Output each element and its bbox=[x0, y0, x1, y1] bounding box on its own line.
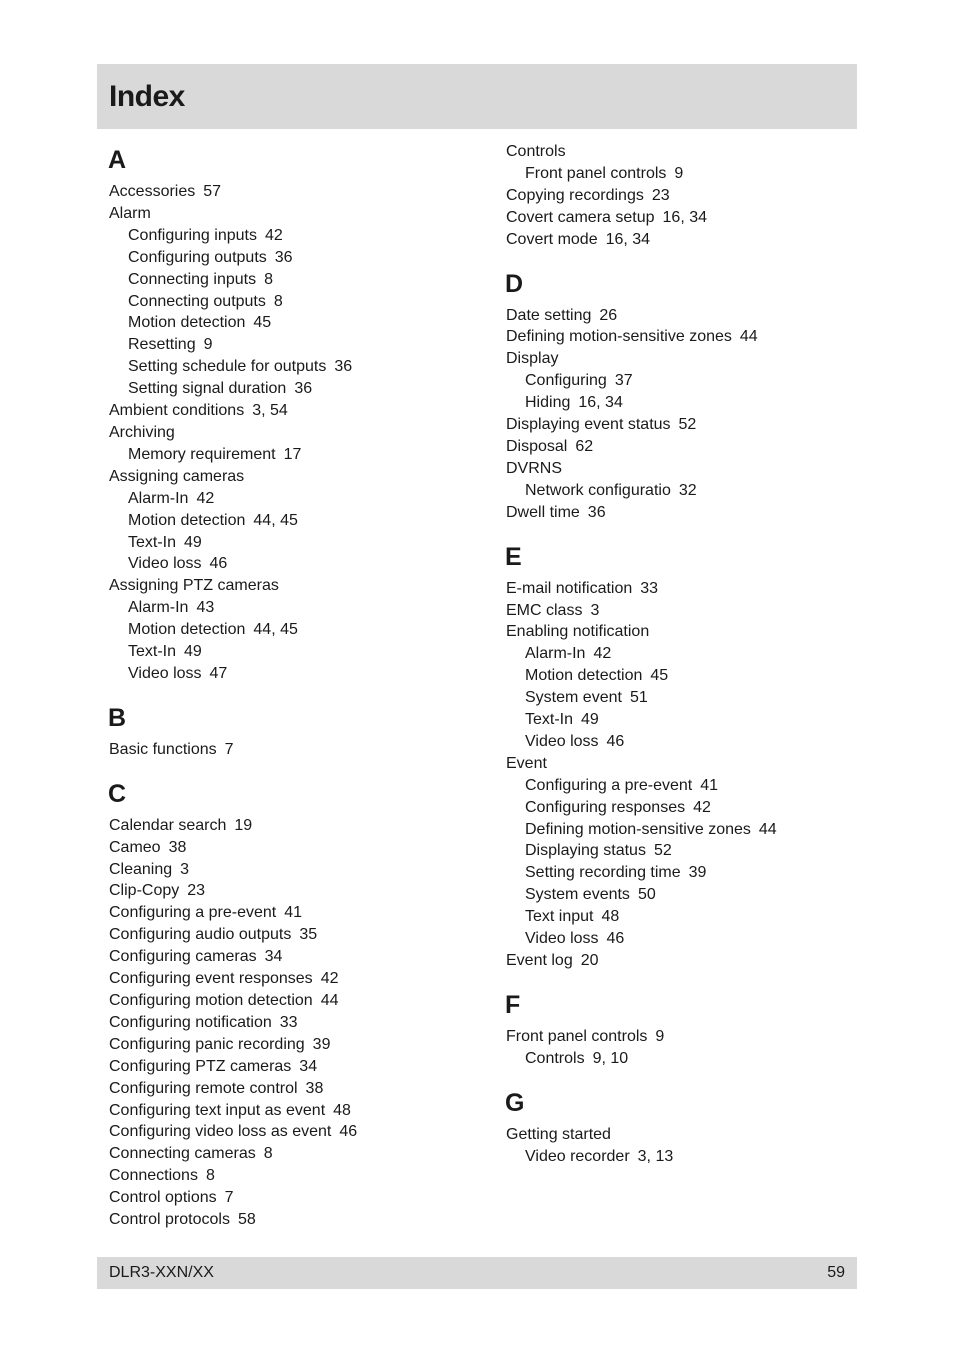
entry-page-ref[interactable]: 23 bbox=[187, 882, 206, 900]
entry-page-ref[interactable]: 3 bbox=[590, 601, 600, 619]
entry-page-ref[interactable]: 19 bbox=[234, 816, 253, 834]
index-entry bbox=[109, 859, 469, 881]
entry-page-ref[interactable]: 47 bbox=[209, 664, 228, 682]
entry-term: Enabling notification bbox=[506, 623, 650, 641]
entry-term: Memory requirement bbox=[128, 445, 276, 463]
index-subentry bbox=[506, 643, 866, 665]
index-entry bbox=[109, 924, 469, 946]
entry-term: Configuring outputs bbox=[128, 248, 267, 266]
index-group bbox=[109, 701, 469, 761]
entry-term: Resetting bbox=[128, 336, 196, 354]
index-entry bbox=[506, 305, 866, 327]
entry-term: Covert mode bbox=[506, 230, 598, 248]
entry-term: Text input bbox=[525, 908, 594, 926]
entry-term: Configuring responses bbox=[525, 798, 686, 816]
entry-term: Date setting bbox=[506, 306, 592, 324]
index-subentry bbox=[109, 444, 469, 466]
entry-page-ref[interactable]: 17 bbox=[283, 445, 302, 463]
entry-term: Dwell time bbox=[506, 503, 580, 521]
index-subentry bbox=[109, 488, 469, 510]
index-subentry bbox=[506, 731, 866, 753]
entry-page-ref[interactable]: 43 bbox=[196, 599, 215, 617]
index-entry bbox=[506, 950, 866, 972]
entry-term: Getting started bbox=[506, 1125, 611, 1143]
entry-page-ref[interactable]: 45 bbox=[253, 314, 272, 332]
index-entry bbox=[109, 1034, 469, 1056]
index-subentry bbox=[109, 247, 469, 269]
index-subentry bbox=[506, 862, 866, 884]
entry-page-ref[interactable]: 48 bbox=[601, 908, 620, 926]
entry-page-ref[interactable]: 50 bbox=[637, 886, 656, 904]
entry-page-ref[interactable]: 8 bbox=[264, 270, 273, 288]
index-entry bbox=[506, 207, 866, 229]
entry-page-ref[interactable]: 9 bbox=[674, 164, 684, 182]
index-subentry bbox=[109, 312, 469, 334]
entry-page-ref[interactable]: 42 bbox=[693, 798, 711, 816]
entry-term: Displaying status bbox=[525, 842, 646, 860]
entry-term: Text-In bbox=[525, 711, 574, 729]
index-subentry bbox=[506, 884, 866, 906]
entry-term: Cameo bbox=[109, 838, 161, 856]
entry-page-ref[interactable]: 44 bbox=[739, 328, 758, 346]
index-entry bbox=[109, 1100, 469, 1122]
index-subentry bbox=[506, 709, 866, 731]
entry-term: Clip-Copy bbox=[109, 882, 180, 900]
entry-page-ref[interactable]: 36 bbox=[334, 358, 353, 376]
entry-page-ref[interactable]: 42 bbox=[264, 226, 283, 244]
index-subentry bbox=[109, 225, 469, 247]
entry-term: Assigning PTZ cameras bbox=[109, 577, 279, 595]
index-subentry bbox=[506, 819, 866, 841]
entry-term: Configuring bbox=[525, 372, 607, 390]
section-letter: G bbox=[505, 1088, 525, 1117]
entry-term: Configuring remote control bbox=[109, 1079, 298, 1097]
entry-page-ref[interactable]: 9 bbox=[655, 1027, 665, 1045]
index-subentry bbox=[109, 378, 469, 400]
index-entry bbox=[109, 1078, 469, 1100]
section-letter: B bbox=[108, 703, 127, 732]
index-entry bbox=[109, 181, 469, 203]
index-entry bbox=[109, 990, 469, 1012]
entry-term: Front panel controls bbox=[525, 164, 667, 182]
index-entry bbox=[109, 880, 469, 902]
index-entry bbox=[506, 326, 866, 348]
index-group bbox=[109, 143, 469, 685]
entry-term: Configuring video loss as event bbox=[109, 1123, 332, 1141]
entry-term: Disposal bbox=[506, 437, 568, 455]
index-subentry bbox=[506, 840, 866, 862]
entry-term: System event bbox=[525, 689, 622, 707]
entry-page-ref[interactable]: 33 bbox=[640, 579, 659, 597]
entry-term: Ambient conditions bbox=[109, 402, 245, 420]
entry-page-ref[interactable]: 46 bbox=[209, 555, 228, 573]
entry-page-ref[interactable]: 3, 13 bbox=[637, 1147, 674, 1165]
entry-term: Alarm-In bbox=[128, 599, 189, 617]
entry-term: EMC class bbox=[506, 601, 583, 619]
index-entry bbox=[506, 229, 866, 251]
entry-page-ref[interactable]: 51 bbox=[629, 689, 648, 707]
entry-term: Motion detection bbox=[128, 621, 246, 639]
entry-page-ref[interactable]: 52 bbox=[678, 416, 697, 434]
index-subentry bbox=[109, 619, 469, 641]
entry-term: Archiving bbox=[109, 423, 175, 441]
index-subentry bbox=[506, 906, 866, 928]
entry-page-ref[interactable]: 8 bbox=[205, 1167, 215, 1185]
entry-page-ref[interactable]: 44 bbox=[758, 820, 777, 838]
entry-page-ref[interactable]: 49 bbox=[184, 643, 202, 661]
entry-page-ref[interactable]: 44 bbox=[320, 992, 339, 1009]
index-subentry bbox=[506, 797, 866, 819]
entry-page-ref[interactable]: 39 bbox=[312, 1035, 331, 1053]
entry-term: Configuring motion detection bbox=[109, 992, 313, 1009]
index-subentry bbox=[109, 663, 469, 685]
index-subentry bbox=[506, 1146, 866, 1168]
index-entry bbox=[109, 946, 469, 968]
section-letter: D bbox=[505, 269, 524, 298]
entry-page-ref[interactable]: 58 bbox=[237, 1211, 256, 1229]
entry-term: Text-In bbox=[128, 643, 177, 661]
index-entry bbox=[109, 466, 469, 488]
entry-term: Configuring inputs bbox=[128, 226, 257, 244]
entry-term: Setting recording time bbox=[525, 864, 681, 882]
entry-page-ref[interactable]: 8 bbox=[273, 292, 283, 310]
entry-term: Motion detection bbox=[128, 511, 246, 529]
index-entry bbox=[109, 1012, 469, 1034]
index-subentry bbox=[109, 510, 469, 532]
entry-term: Video loss bbox=[128, 555, 202, 573]
entry-page-ref[interactable]: 44, 45 bbox=[253, 621, 298, 639]
entry-page-ref[interactable]: 36 bbox=[587, 503, 606, 521]
entry-page-ref[interactable]: 42 bbox=[320, 970, 339, 988]
index-entry bbox=[506, 1124, 866, 1146]
index-entry bbox=[109, 1209, 469, 1231]
entry-page-ref[interactable]: 46 bbox=[339, 1123, 358, 1141]
entry-term: Configuring PTZ cameras bbox=[109, 1057, 292, 1075]
entry-term: DVRNS bbox=[506, 459, 563, 477]
index-entry bbox=[109, 1121, 469, 1143]
entry-term: Configuring text input as event bbox=[109, 1101, 326, 1119]
index-entry bbox=[506, 185, 866, 207]
entry-term: Cleaning bbox=[109, 860, 173, 878]
index-group bbox=[506, 141, 866, 251]
index-group bbox=[506, 540, 866, 972]
index-entry bbox=[506, 1026, 866, 1048]
entry-page-ref[interactable]: 39 bbox=[688, 864, 707, 882]
page-number: 59 bbox=[827, 1264, 845, 1281]
entry-term: Alarm bbox=[109, 204, 151, 222]
entry-page-ref[interactable]: 9 bbox=[203, 336, 213, 354]
entry-term: Covert camera setup bbox=[506, 208, 655, 226]
index-subentry bbox=[506, 665, 866, 687]
entry-term: Displaying event status bbox=[506, 416, 671, 434]
entry-term: Configuring a pre-event bbox=[525, 776, 693, 794]
index-entry bbox=[109, 1143, 469, 1165]
entry-page-ref[interactable]: 7 bbox=[224, 740, 234, 758]
section-letter: A bbox=[108, 146, 127, 174]
entry-page-ref[interactable]: 3, 54 bbox=[252, 402, 288, 420]
entry-term: Assigning cameras bbox=[109, 467, 245, 485]
entry-term: Calendar search bbox=[109, 816, 227, 834]
entry-page-ref[interactable]: 36 bbox=[294, 380, 313, 398]
footer-bar bbox=[97, 1257, 857, 1289]
index-column-right bbox=[506, 141, 866, 1184]
index-entry bbox=[109, 400, 469, 422]
document-id: DLR3-XXN/XX bbox=[109, 1264, 214, 1281]
entry-term: Video loss bbox=[525, 732, 599, 750]
index-group bbox=[506, 988, 866, 1070]
entry-page-ref[interactable]: 44, 45 bbox=[253, 511, 298, 529]
entry-term: Accessories bbox=[109, 183, 196, 200]
entry-term: Configuring notification bbox=[109, 1013, 272, 1031]
entry-term: Control options bbox=[109, 1189, 217, 1207]
entry-page-ref[interactable]: 8 bbox=[263, 1145, 273, 1163]
entry-term: Configuring audio outputs bbox=[109, 926, 292, 944]
index-subentry bbox=[506, 370, 866, 392]
index-subentry bbox=[506, 687, 866, 709]
entry-term: Video loss bbox=[525, 930, 599, 948]
index-subentry bbox=[109, 532, 469, 554]
index-entry bbox=[506, 753, 866, 775]
entry-term: Defining motion-sensitive zones bbox=[525, 820, 751, 838]
header-bar bbox=[97, 64, 857, 129]
entry-page-ref[interactable]: 37 bbox=[614, 372, 633, 390]
entry-page-ref[interactable]: 3 bbox=[180, 860, 190, 878]
index-entry bbox=[506, 414, 866, 436]
index-entry bbox=[506, 436, 866, 458]
entry-page-ref[interactable]: 38 bbox=[168, 838, 187, 856]
entry-term: Configuring event responses bbox=[109, 970, 313, 988]
index-subentry bbox=[109, 356, 469, 378]
entry-page-ref[interactable]: 52 bbox=[653, 842, 672, 860]
entry-page-ref[interactable]: 35 bbox=[299, 926, 318, 944]
entry-term: Controls bbox=[525, 1049, 585, 1067]
index-entry bbox=[109, 815, 469, 837]
page-title: Index bbox=[109, 80, 185, 113]
entry-page-ref[interactable]: 42 bbox=[593, 645, 612, 663]
section-letter: F bbox=[505, 990, 521, 1019]
index-subentry bbox=[109, 553, 469, 575]
index-column-left bbox=[109, 143, 469, 1247]
entry-term: Motion detection bbox=[128, 314, 246, 332]
entry-term: Event log bbox=[506, 952, 573, 969]
entry-page-ref[interactable]: 62 bbox=[575, 437, 594, 455]
entry-term: E-mail notification bbox=[506, 579, 633, 597]
entry-page-ref[interactable]: 16, 34 bbox=[578, 394, 623, 412]
index-subentry bbox=[506, 775, 866, 797]
index-subentry bbox=[109, 291, 469, 313]
entry-page-ref[interactable]: 20 bbox=[580, 952, 599, 969]
entry-term: Defining motion-sensitive zones bbox=[506, 328, 732, 346]
entry-term: System events bbox=[525, 886, 630, 904]
entry-term: Connections bbox=[109, 1167, 198, 1185]
index-entry bbox=[109, 422, 469, 444]
index-group bbox=[506, 267, 866, 524]
index-subentry bbox=[506, 1048, 866, 1070]
entry-page-ref[interactable]: 38 bbox=[305, 1079, 324, 1097]
index-subentry bbox=[506, 392, 866, 414]
entry-page-ref[interactable]: 49 bbox=[184, 533, 202, 551]
entry-term: Connecting inputs bbox=[128, 270, 257, 288]
entry-term: Control protocols bbox=[109, 1211, 230, 1229]
entry-page-ref[interactable]: 36 bbox=[274, 248, 293, 266]
entry-term: Text-In bbox=[128, 533, 177, 551]
entry-term: Video recorder bbox=[525, 1147, 630, 1165]
entry-term: Configuring a pre-event bbox=[109, 904, 277, 922]
index-entry bbox=[109, 1187, 469, 1209]
entry-page-ref[interactable]: 41 bbox=[700, 776, 719, 794]
entry-page-ref[interactable]: 7 bbox=[224, 1189, 234, 1207]
section-letter: C bbox=[108, 779, 127, 808]
entry-term: Display bbox=[506, 350, 559, 368]
entry-term: Motion detection bbox=[525, 667, 643, 685]
entry-term: Configuring cameras bbox=[109, 948, 257, 966]
index-subentry bbox=[109, 641, 469, 663]
entry-term: Setting signal duration bbox=[128, 380, 287, 398]
index-entry bbox=[109, 837, 469, 859]
entry-page-ref[interactable]: 16, 34 bbox=[605, 230, 651, 248]
index-subentry bbox=[109, 269, 469, 291]
entry-page-ref[interactable]: 57 bbox=[203, 183, 222, 200]
index-subentry bbox=[506, 480, 866, 502]
entry-term: Basic functions bbox=[109, 740, 217, 758]
entry-page-ref[interactable]: 23 bbox=[651, 186, 670, 204]
index-entry bbox=[506, 141, 866, 163]
index-group bbox=[506, 1086, 866, 1168]
entry-page-ref[interactable]: 16, 34 bbox=[662, 208, 707, 226]
entry-page-ref[interactable]: 34 bbox=[299, 1057, 318, 1075]
index-entry bbox=[109, 739, 469, 761]
index-entry bbox=[109, 1056, 469, 1078]
entry-term: Connecting outputs bbox=[128, 292, 266, 310]
entry-term: Connecting cameras bbox=[109, 1145, 256, 1163]
index-entry bbox=[506, 348, 866, 370]
index-subentry bbox=[109, 334, 469, 356]
index-subentry bbox=[109, 597, 469, 619]
index-entry bbox=[506, 578, 866, 600]
index-entry bbox=[506, 502, 866, 524]
entry-page-ref[interactable]: 33 bbox=[279, 1013, 298, 1031]
entry-term: Network configuratio bbox=[525, 481, 671, 499]
index-entry bbox=[109, 575, 469, 597]
entry-page-ref[interactable]: 32 bbox=[678, 481, 697, 499]
index-entry bbox=[109, 968, 469, 990]
entry-term: Video loss bbox=[128, 664, 202, 682]
entry-page-ref[interactable]: 45 bbox=[650, 667, 669, 685]
entry-term: Configuring panic recording bbox=[109, 1035, 305, 1053]
section-letter: E bbox=[505, 542, 522, 571]
index-group bbox=[109, 777, 469, 1231]
entry-page-ref[interactable]: 41 bbox=[284, 904, 303, 922]
entry-page-ref[interactable]: 49 bbox=[581, 711, 599, 729]
index-entry bbox=[109, 203, 469, 225]
entry-term: Controls bbox=[506, 143, 566, 160]
entry-term: Event bbox=[506, 754, 547, 772]
entry-page-ref[interactable]: 42 bbox=[196, 489, 215, 507]
entry-term: Setting schedule for outputs bbox=[128, 358, 327, 376]
index-entry bbox=[506, 621, 866, 643]
index-entry bbox=[109, 1165, 469, 1187]
entry-page-ref[interactable]: 48 bbox=[333, 1101, 351, 1119]
entry-term: Hiding bbox=[525, 394, 571, 412]
index-subentry bbox=[506, 163, 866, 185]
entry-page-ref[interactable]: 46 bbox=[606, 930, 625, 948]
entry-term: Copying recordings bbox=[506, 186, 644, 204]
entry-term: Alarm-In bbox=[128, 489, 189, 507]
entry-page-ref[interactable]: 26 bbox=[599, 306, 618, 324]
index-entry bbox=[506, 600, 866, 622]
entry-page-ref[interactable]: 34 bbox=[264, 948, 283, 966]
index-subentry bbox=[506, 928, 866, 950]
entry-term: Front panel controls bbox=[506, 1027, 648, 1045]
entry-page-ref[interactable]: 9, 10 bbox=[592, 1049, 629, 1067]
entry-term: Alarm-In bbox=[525, 645, 586, 663]
entry-page-ref[interactable]: 46 bbox=[606, 732, 625, 750]
index-entry bbox=[109, 902, 469, 924]
index-entry bbox=[506, 458, 866, 480]
